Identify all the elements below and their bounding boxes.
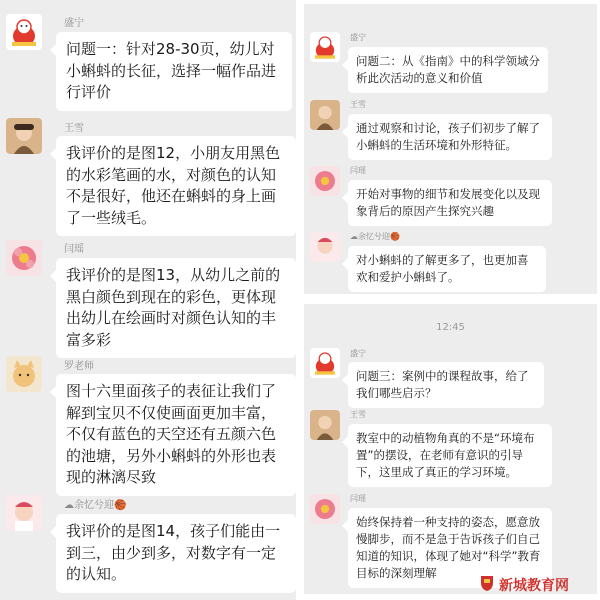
message-bubble[interactable]: 开始对事物的细节和发展变化以及现象背后的原因产生探究兴趣 [348, 180, 552, 226]
avatar[interactable] [310, 348, 340, 378]
message-bubble[interactable]: 我评价的是图13，从幼儿之前的黑白颜色到现在的彩色，更体现出幼儿在绘画时对颜色认知的丰富多彩 [56, 258, 296, 358]
message-bubble[interactable]: 我评价的是图14，孩子们能由一到三，由少到多，对数字有一定的认知。 [56, 514, 296, 593]
chat-panel-left [0, 0, 296, 600]
avatar[interactable] [310, 410, 340, 440]
sender-name: 罗老师 [64, 361, 94, 372]
message-bubble[interactable]: 通过观察和讨论，孩子们初步了解了小蝌蚪的生活环境和外形特征。 [348, 114, 552, 160]
avatar[interactable] [6, 356, 42, 392]
sender-name: 王雪 [350, 100, 366, 109]
sender-name: 盛宁 [350, 349, 366, 358]
sender-name: 闫瑶 [350, 494, 366, 503]
avatar[interactable] [310, 232, 340, 262]
shield-flag-icon [478, 574, 496, 596]
message-bubble[interactable]: 我评价的是图12，小朋友用黑色的水彩笔画的水，对颜色的认知不是很好，他还在蝌蚪的身上画了一些绒毛。 [56, 136, 296, 236]
timestamp: 12:45 [436, 322, 465, 333]
avatar[interactable] [310, 100, 340, 130]
avatar[interactable] [310, 166, 340, 196]
sender-name: 盛宁 [64, 18, 84, 29]
sender-name: ☁余忆兮迎🏀 [64, 500, 127, 511]
message-bubble[interactable]: 问题二：从《指南》中的科学领域分析此次活动的意义和价值 [348, 47, 548, 93]
avatar[interactable] [310, 32, 340, 62]
avatar[interactable] [6, 118, 42, 154]
sender-name: 盛宁 [350, 33, 366, 42]
avatar[interactable] [6, 14, 42, 50]
avatar[interactable] [6, 240, 42, 276]
message-bubble[interactable]: 问题三：案例中的课程故事，给了我们哪些启示？ [348, 362, 544, 408]
message-bubble[interactable]: 问题一：针对28-30页，幼儿对小蝌蚪的长征，选择一幅作品进行评价 [56, 32, 292, 111]
sender-name: 王雪 [64, 123, 84, 134]
watermark-text: 新城教育网 [499, 578, 569, 594]
sender-name: 闫瑶 [64, 244, 84, 255]
avatar[interactable] [6, 495, 42, 531]
sender-name: 闫瑶 [350, 166, 366, 175]
sender-name: 王雪 [350, 410, 366, 419]
avatar[interactable] [310, 494, 340, 524]
message-bubble[interactable]: 始终保持着一种支持的姿态，愿意放慢脚步，而不是急于告诉孩子们自己知道的知识，体现了她对“科学”教育目标的深刻理解 [348, 508, 552, 588]
message-bubble[interactable]: 对小蝌蚪的了解更多了，也更加喜欢和爱护小蝌蚪了。 [348, 246, 546, 292]
message-bubble[interactable]: 图十六里面孩子的表征让我们了解到宝贝不仅使画面更加丰富，不仅有蓝色的天空还有五颜六色的池塘，另外小蝌蚪的外形也表现的淋漓尽致 [56, 374, 296, 496]
message-bubble[interactable]: 教室中的动植物角真的不是“环境布置”的摆设，在老师有意识的引导下，这里成了真正的学习环境。 [348, 424, 552, 487]
chat-panel-right-top [304, 4, 597, 294]
sender-name: ☁余忆兮迎🏀 [350, 232, 400, 241]
chat-panel-right-bottom [304, 304, 597, 594]
watermark-logo [478, 574, 569, 596]
